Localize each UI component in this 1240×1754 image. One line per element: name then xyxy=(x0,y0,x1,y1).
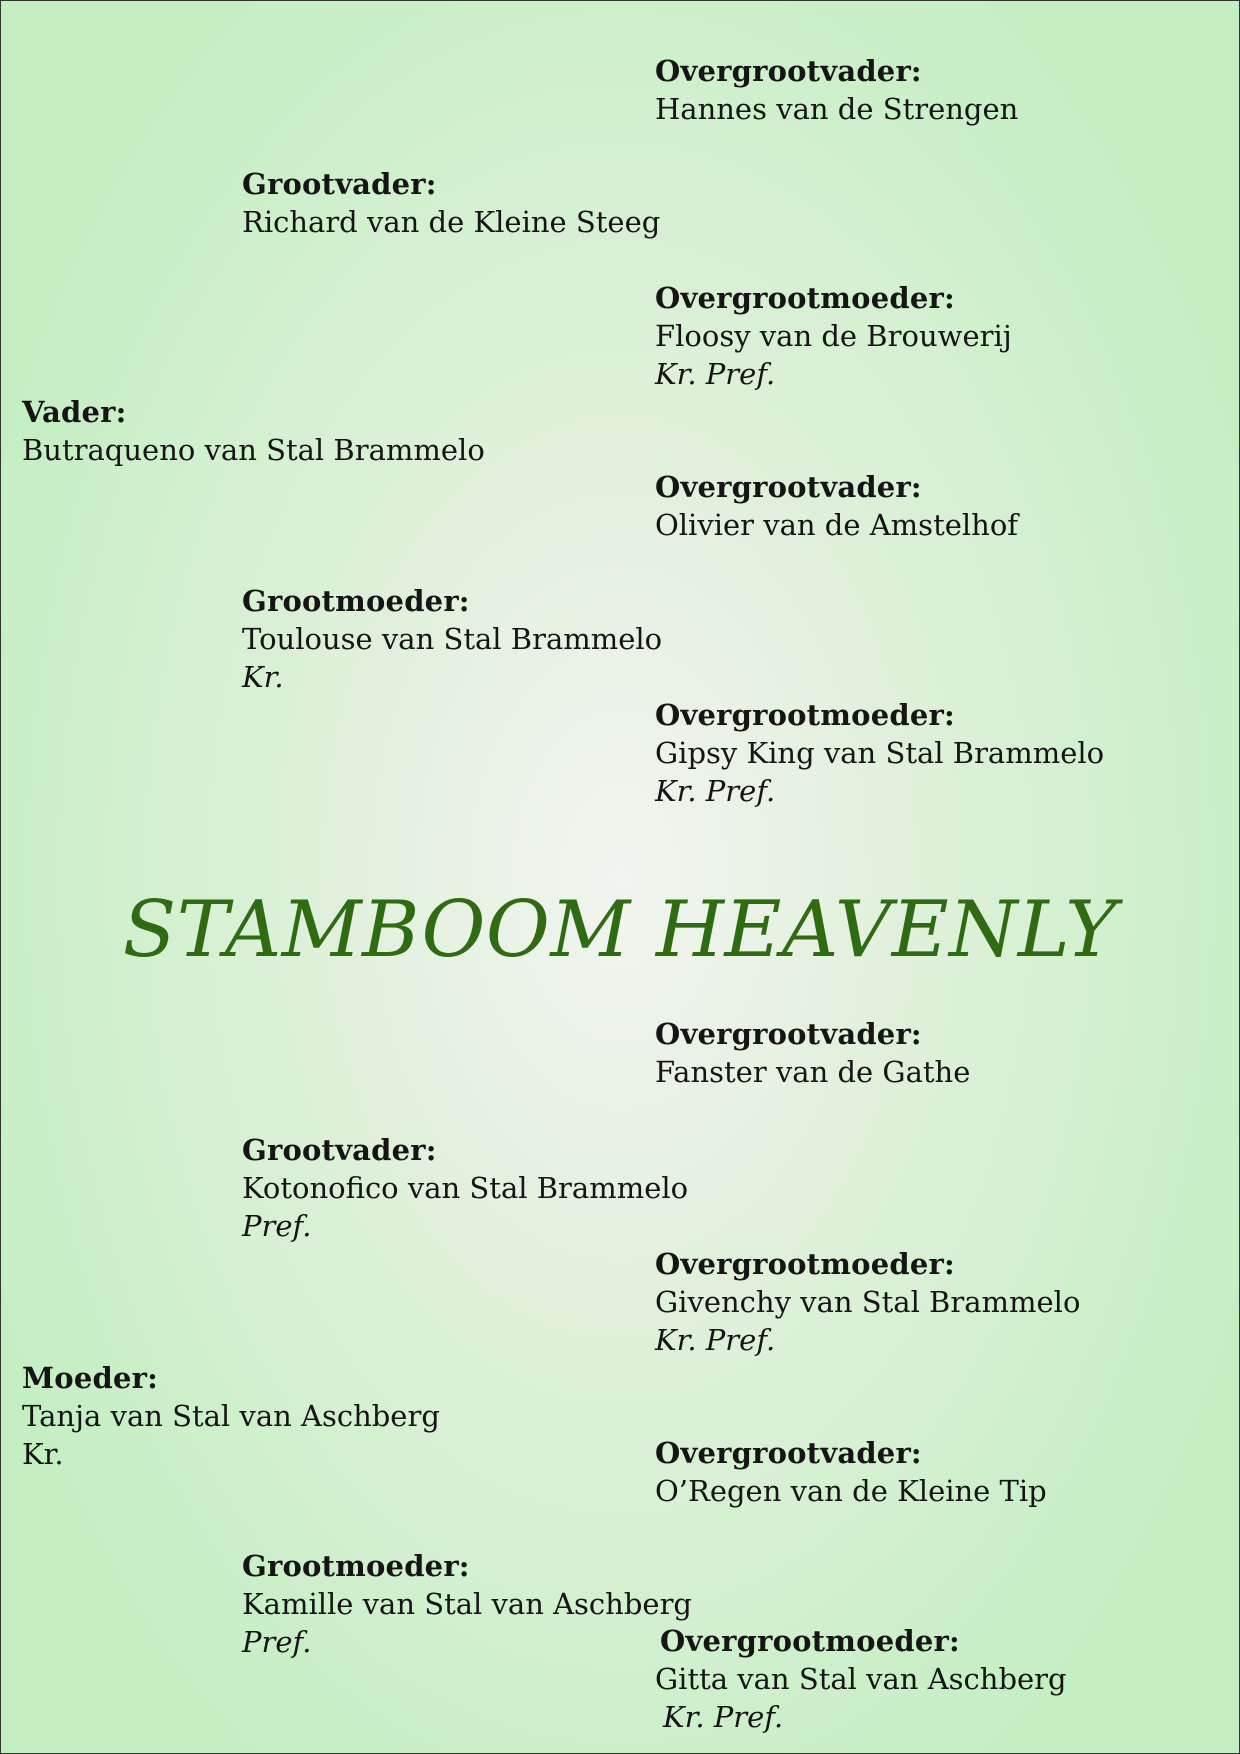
m-great-grandfather-2 xyxy=(655,1434,1047,1510)
person-name: Toulouse van Stal Brammelo xyxy=(242,622,663,656)
title-note: Pref. xyxy=(242,1209,312,1243)
f-great-grandmother-1 xyxy=(655,279,1012,393)
person-name: Floosy van de Brouwerij xyxy=(655,319,1012,353)
role-label: Grootvader: xyxy=(242,167,437,201)
f-great-grandfather-1 xyxy=(655,52,1018,128)
m-grandmother xyxy=(242,1547,692,1661)
person-name: Hannes van de Strengen xyxy=(655,92,1019,126)
person-name: O’Regen van de Kleine Tip xyxy=(655,1474,1047,1508)
person-name: Richard van de Kleine Steeg xyxy=(242,205,661,239)
person-name: Tanja van Stal van Aschberg xyxy=(22,1399,440,1433)
role-label: Overgrootvader: xyxy=(655,1017,922,1051)
person-name: Gipsy King van Stal Brammelo xyxy=(655,736,1105,770)
role-label: Grootmoeder: xyxy=(242,1549,470,1583)
title-note: Kr. Pref. xyxy=(655,1323,776,1357)
role-label: Moeder: xyxy=(22,1361,159,1395)
person-name: Kotonofico van Stal Brammelo xyxy=(242,1171,689,1205)
title-note: Kr. Pref. xyxy=(663,1700,784,1734)
person-name: Olivier van de Amstelhof xyxy=(655,508,1019,542)
m-great-grandfather-1 xyxy=(655,1015,970,1091)
pedigree-title: STAMBOOM HEAVENLY xyxy=(122,885,1118,975)
f-grandmother xyxy=(242,582,662,696)
role-label: Overgrootmoeder: xyxy=(655,698,955,732)
title-note: Kr. Pref. xyxy=(655,357,776,391)
father xyxy=(22,393,485,469)
title-note: Kr. xyxy=(22,1437,64,1471)
role-label: Overgrootmoeder: xyxy=(660,1624,960,1658)
m-grandfather xyxy=(242,1131,688,1245)
person-name: Fanster van de Gathe xyxy=(655,1055,971,1089)
m-great-grandmother-1 xyxy=(655,1245,1080,1359)
person-name: Givenchy van Stal Brammelo xyxy=(655,1285,1081,1319)
role-label: Overgrootvader: xyxy=(655,54,922,88)
f-grandfather xyxy=(242,165,660,241)
role-label: Vader: xyxy=(22,395,127,429)
person-name: Gitta van Stal van Aschberg xyxy=(655,1662,1067,1696)
m-great-grandmother-2 xyxy=(655,1622,1067,1736)
title-note: Kr. Pref. xyxy=(655,774,776,808)
role-label: Overgrootmoeder: xyxy=(655,281,955,315)
role-label: Overgrootvader: xyxy=(655,1436,922,1470)
role-label: Overgrootvader: xyxy=(655,470,922,504)
mother xyxy=(22,1359,440,1473)
role-label: Overgrootmoeder: xyxy=(655,1247,955,1281)
person-name: Butraqueno van Stal Brammelo xyxy=(22,433,485,467)
f-great-grandmother-2 xyxy=(655,696,1104,810)
role-label: Grootmoeder: xyxy=(242,584,470,618)
f-great-grandfather-2 xyxy=(655,468,1018,544)
person-name: Kamille van Stal van Aschberg xyxy=(242,1587,692,1621)
title-note: Kr. xyxy=(242,660,284,694)
title-note: Pref. xyxy=(242,1625,312,1659)
role-label: Grootvader: xyxy=(242,1133,437,1167)
